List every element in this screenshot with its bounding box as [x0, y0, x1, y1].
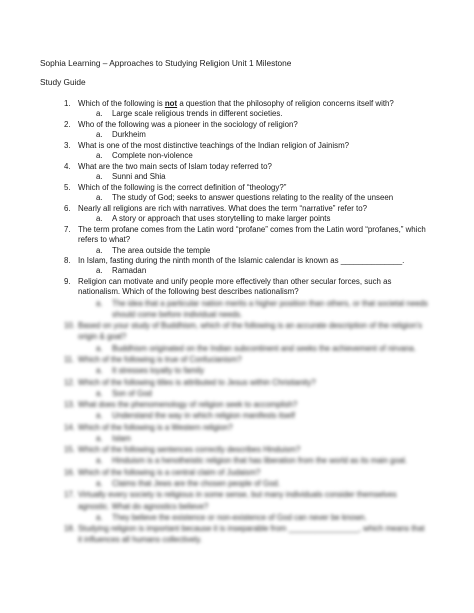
answer-4: a. Sunni and Shia	[96, 172, 166, 182]
question-17: 17. Virtually every society is religious in some sense, but many individuals consider themselves agnostic. What do agnostics believe?	[64, 490, 397, 511]
answer-8: a. Ramadan	[96, 266, 147, 276]
question-12: 12. Which of the following titles is attributed to Jesus within Christianity?	[64, 377, 316, 387]
answer-12: a. Son of God	[96, 388, 152, 398]
answer-13: a. Understand the way in which religion manifests itself	[96, 411, 295, 421]
question-9: 9. Religion can motivate and unify people more effectively than other secular forces, such as nationalism. Which of the following best describes nationalism?	[64, 277, 392, 297]
question-14: 14. Which of the following is a Western religion?	[64, 422, 233, 432]
answer-2: a. Durkheim	[96, 130, 146, 140]
question-16: 16. Which of the following is a central claim of Judaism?	[64, 467, 261, 477]
answer-7: a. The area outside the temple	[96, 245, 211, 255]
question-7: 7. The term profane comes from the Latin word “profane” comes from the Latin word “profanes,” which refers to what?	[64, 224, 426, 245]
question-13: 13. What does the phenomenology of religion seek to accomplish?	[64, 400, 298, 410]
answer-14: a. Islam	[96, 433, 131, 443]
document-title: Sophia Learning – Approaches to Studying Religion Unit 1 Milestone	[40, 58, 292, 68]
question-10: 10. Based on your study of Buddhism, which of the following is an accurate description of the religion's origin & goal?	[64, 321, 423, 342]
answer-11: a. It stresses loyalty to family	[96, 366, 205, 376]
answer-15: a. Hinduism is a henotheistic religion that has liberation from the world as its main goal.	[96, 456, 408, 466]
answer-16: a. Claims that Jews are the chosen people of God.	[96, 479, 280, 488]
answer-1: a. Large scale religious trends in different societies.	[96, 109, 283, 119]
question-3: 3. What is one of the most distinctive teachings of the Indian religion of Jainism?	[64, 140, 350, 150]
question-1: 1. Which of the following is not a question that the philosophy of religion concerns itself with?	[64, 99, 394, 108]
question-2: 2. Who of the following was a pioneer in the sociology of religion?	[64, 119, 298, 129]
blurred-preview-section	[40, 298, 430, 546]
question-list	[40, 99, 430, 298]
question-15: 15. Which of the following sentences correctly describes Hinduism?	[64, 445, 301, 455]
answer-9: a. The idea that a particular nation merits a higher position than others, or that societal needs should come before individual needs.	[96, 298, 428, 319]
question-4: 4. What are the two main sects of Islam today referred to?	[64, 161, 272, 171]
question-6: 6. Nearly all religions are rich with narratives. What does the term “narrative” refer to?	[64, 203, 367, 213]
document-subtitle: Study Guide	[40, 77, 86, 87]
question-number: 1.	[64, 99, 71, 108]
question-18: 18. Studying religion is important because it is inseparable from ________________, which means that it influences all humans collectively.	[64, 524, 425, 545]
answer-6: a. A story or approach that uses storytelling to make larger points	[96, 214, 331, 224]
answer-17: a. They believe the existence or non-existence of God can never be known.	[96, 512, 367, 522]
answer-5: a. The study of God; seeks to answer questions relating to the reality of the unseen	[96, 193, 394, 203]
answer-10: a. Buddhism originated on the Indian subcontinent and seeks the achievement of nirvana.	[96, 343, 416, 353]
question-8: 8. In Islam, fasting during the ninth month of the Islamic calendar is known as ______________.	[64, 256, 405, 266]
emphasis-not: not	[164, 99, 178, 108]
question-5: 5. Which of the following is the correct definition of “theology?”	[64, 182, 287, 192]
question-11: 11. Which of the following is true of Confucianism?	[64, 355, 242, 365]
answer-3: a. Complete non-violence	[96, 151, 193, 161]
